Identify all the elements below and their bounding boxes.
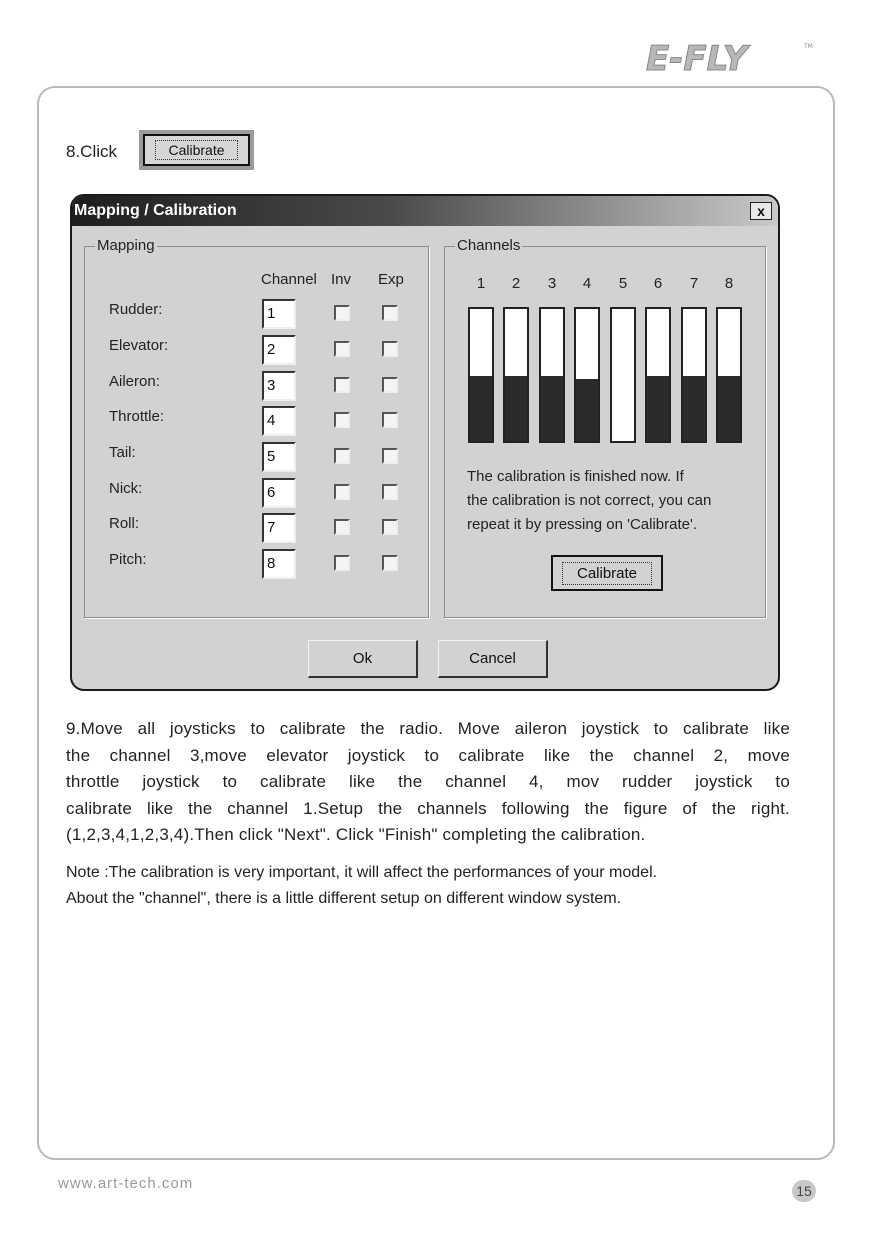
channel-bar-fill bbox=[576, 379, 598, 441]
mapping-group bbox=[84, 237, 429, 618]
channel-input-nick[interactable]: 6 bbox=[262, 478, 296, 508]
exp-checkbox-nick[interactable] bbox=[382, 484, 398, 500]
channel-bar-fill bbox=[718, 376, 740, 441]
header-inv: Inv bbox=[331, 271, 352, 288]
calibrate-button-image-label: Calibrate bbox=[155, 140, 237, 160]
channel-bar-4 bbox=[574, 307, 600, 443]
step9-line: calibrate like the channel 1.Setup the channels following the figure of the right. bbox=[66, 798, 790, 818]
channel-number: 5 bbox=[618, 275, 628, 292]
channel-input-tail[interactable]: 5 bbox=[262, 442, 296, 472]
channels-group bbox=[444, 237, 766, 618]
ok-button[interactable]: Ok bbox=[308, 640, 418, 678]
inv-checkbox-tail[interactable] bbox=[334, 448, 350, 464]
channel-bar-fill bbox=[683, 376, 705, 441]
row-label-rudder: Rudder: bbox=[109, 301, 163, 318]
channel-number: 4 bbox=[582, 275, 592, 292]
dialog-titlebar bbox=[72, 196, 778, 226]
row-label-aileron: Aileron: bbox=[109, 373, 160, 390]
row-label-nick: Nick: bbox=[109, 480, 143, 497]
inv-checkbox-pitch[interactable] bbox=[334, 555, 350, 571]
exp-checkbox-rudder[interactable] bbox=[382, 305, 398, 321]
channel-bar-1 bbox=[468, 307, 494, 443]
channel-number: 3 bbox=[547, 275, 557, 292]
calibrate-button-image bbox=[139, 130, 254, 170]
trademark: TM bbox=[804, 43, 813, 50]
note-line: Note :The calibration is very important, it will affect the performances of your model. bbox=[66, 864, 658, 881]
inv-checkbox-rudder[interactable] bbox=[334, 305, 350, 321]
cancel-button[interactable]: Cancel bbox=[438, 640, 548, 678]
inv-checkbox-throttle[interactable] bbox=[334, 412, 350, 428]
inv-checkbox-elevator[interactable] bbox=[334, 341, 350, 357]
note-line: About the "channel", there is a little different setup on different window system. bbox=[66, 890, 622, 907]
channel-number: 1 bbox=[476, 275, 486, 292]
inv-checkbox-roll[interactable] bbox=[334, 519, 350, 535]
row-label-pitch: Pitch: bbox=[109, 551, 147, 568]
e-fly-logo bbox=[644, 40, 816, 74]
channel-input-roll[interactable]: 7 bbox=[262, 513, 296, 543]
calibration-message bbox=[467, 465, 757, 537]
header-exp: Exp bbox=[378, 271, 404, 288]
channel-input-pitch[interactable]: 8 bbox=[262, 549, 296, 579]
channels-group-title: Channels bbox=[457, 237, 521, 254]
channel-bar-7 bbox=[681, 307, 707, 443]
channel-bar-fill bbox=[541, 376, 563, 441]
channel-bar-3 bbox=[539, 307, 565, 443]
exp-checkbox-pitch[interactable] bbox=[382, 555, 398, 571]
channel-number: 2 bbox=[511, 275, 521, 292]
logo-text: E-FLY bbox=[646, 40, 748, 74]
row-label-roll: Roll: bbox=[109, 515, 140, 532]
channel-bar-fill bbox=[505, 376, 527, 441]
channel-bar-8 bbox=[716, 307, 742, 443]
step9-line: 9.Move all joysticks to calibrate the radio. Move aileron joystick to calibrate like bbox=[66, 719, 790, 738]
dialog-title: Mapping / Calibration bbox=[74, 202, 237, 219]
step9-line: throttle joystick to calibrate like the channel 4, mov rudder joystick to bbox=[66, 772, 790, 791]
row-label-tail: Tail: bbox=[109, 444, 136, 461]
message-line: the calibration is not correct, you can bbox=[467, 492, 712, 509]
step8-text: 8.Click bbox=[66, 142, 118, 161]
channel-bar-6 bbox=[645, 307, 671, 443]
exp-checkbox-tail[interactable] bbox=[382, 448, 398, 464]
row-label-elevator: Elevator: bbox=[109, 337, 169, 354]
channel-number: 6 bbox=[653, 275, 663, 292]
inv-checkbox-aileron[interactable] bbox=[334, 377, 350, 393]
exp-checkbox-roll[interactable] bbox=[382, 519, 398, 535]
channel-number: 7 bbox=[689, 275, 699, 292]
channel-bar-5 bbox=[610, 307, 636, 443]
channel-bar-fill bbox=[647, 376, 669, 441]
step9-line: the channel 3,move elevator joystick to calibrate like the channel 2, move bbox=[66, 745, 790, 765]
channel-bar-2 bbox=[503, 307, 529, 443]
message-line: repeat it by pressing on 'Calibrate'. bbox=[467, 516, 698, 533]
message-line: The calibration is finished now. If bbox=[467, 468, 684, 485]
calibrate-button-label: Calibrate bbox=[562, 562, 652, 585]
calibrate-button[interactable] bbox=[551, 555, 663, 591]
channel-input-rudder[interactable]: 1 bbox=[262, 299, 296, 329]
inv-checkbox-nick[interactable] bbox=[334, 484, 350, 500]
header-channel: Channel bbox=[261, 271, 317, 288]
exp-checkbox-throttle[interactable] bbox=[382, 412, 398, 428]
step9-line: (1,2,3,4,1,2,3,4).Then click "Next". Click "Finish" completing the calibration. bbox=[66, 825, 646, 844]
exp-checkbox-elevator[interactable] bbox=[382, 341, 398, 357]
channel-input-aileron[interactable]: 3 bbox=[262, 371, 296, 401]
exp-checkbox-aileron[interactable] bbox=[382, 377, 398, 393]
mapping-calibration-dialog bbox=[70, 194, 780, 691]
mapping-group-title: Mapping bbox=[97, 237, 155, 254]
channel-input-elevator[interactable]: 2 bbox=[262, 335, 296, 365]
close-icon[interactable]: x bbox=[750, 202, 772, 220]
channel-input-throttle[interactable]: 4 bbox=[262, 406, 296, 436]
row-label-throttle: Throttle: bbox=[109, 408, 165, 425]
channel-number: 8 bbox=[724, 275, 734, 292]
website-url: www.art-tech.com bbox=[58, 1175, 194, 1192]
channel-bar-fill bbox=[470, 376, 492, 441]
page-number: 15 bbox=[792, 1180, 816, 1202]
